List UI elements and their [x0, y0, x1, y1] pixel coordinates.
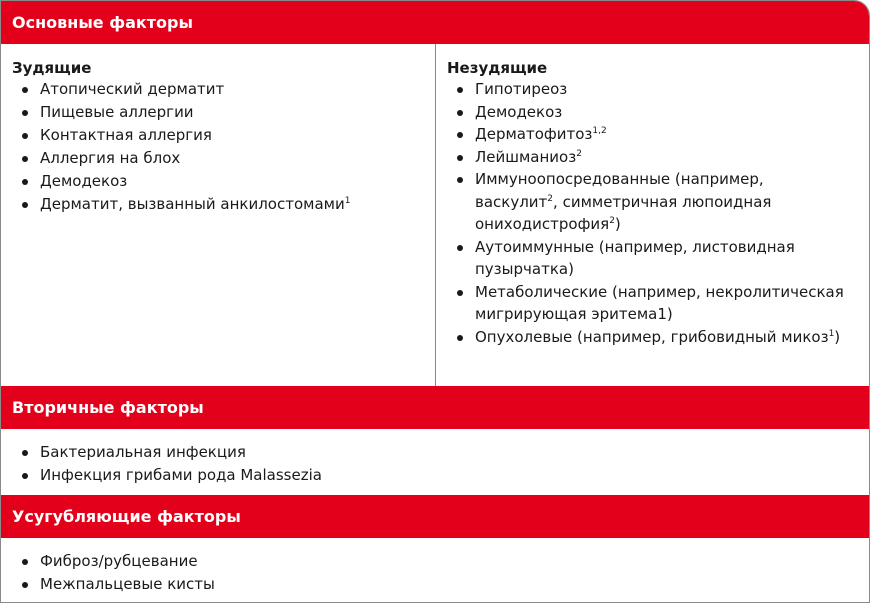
list-item: Метаболические (например, некролитическая мигрирующая эритема1): [447, 281, 861, 326]
list-item: Дерматит, вызванный анкилостомами$^1$: [12, 193, 435, 216]
list-item: Опухолевые (например, грибовидный микоз$^1$): [447, 326, 861, 349]
non-pruritic-column: [436, 44, 869, 386]
list-item: Межпальцевые кисты: [12, 573, 869, 596]
list-item: Контактная аллергия: [12, 124, 435, 147]
secondary-factors-header: Вторичные факторы: [1, 386, 869, 429]
list-item: Аллергия на блох: [12, 147, 435, 170]
list-item: Фиброз/рубцевание: [12, 550, 869, 573]
list-item: Демодекоз: [12, 170, 435, 193]
secondary-list: [12, 441, 869, 487]
list-item: Пищевые аллергии: [12, 101, 435, 124]
list-item: Демодекоз: [447, 101, 861, 124]
list-item: Атопический дерматит: [12, 78, 435, 101]
main-factors-header: Основные факторы: [1, 1, 869, 44]
aggravating-factors-header: Усугубляющие факторы: [1, 495, 869, 538]
list-item: Бактериальная инфекция: [12, 441, 869, 464]
non-pruritic-list: [447, 78, 861, 348]
list-item: Гипотиреоз: [447, 78, 861, 101]
list-item: Инфекция грибами рода Malassezia: [12, 464, 869, 487]
pruritic-title: Зудящие: [12, 59, 92, 77]
pruritic-list: [12, 78, 435, 216]
non-pruritic-title: Незудящие: [447, 59, 548, 77]
aggravating-list: [12, 550, 869, 596]
secondary-factors-section: [1, 429, 869, 495]
pruritic-column: [1, 44, 436, 386]
list-item: Лейшманиоз$^2$: [447, 146, 861, 169]
list-item: Иммуноопосредованные (например, васкулит$^2$, симметричная люпоидная ониходистрофия$^2$): [447, 168, 861, 236]
aggravating-factors-section: [1, 538, 869, 602]
list-item: Дерматофитоз$^{1,2}$: [447, 123, 861, 146]
list-item: Аутоиммунные (например, листовидная пузырчатка): [447, 236, 861, 281]
